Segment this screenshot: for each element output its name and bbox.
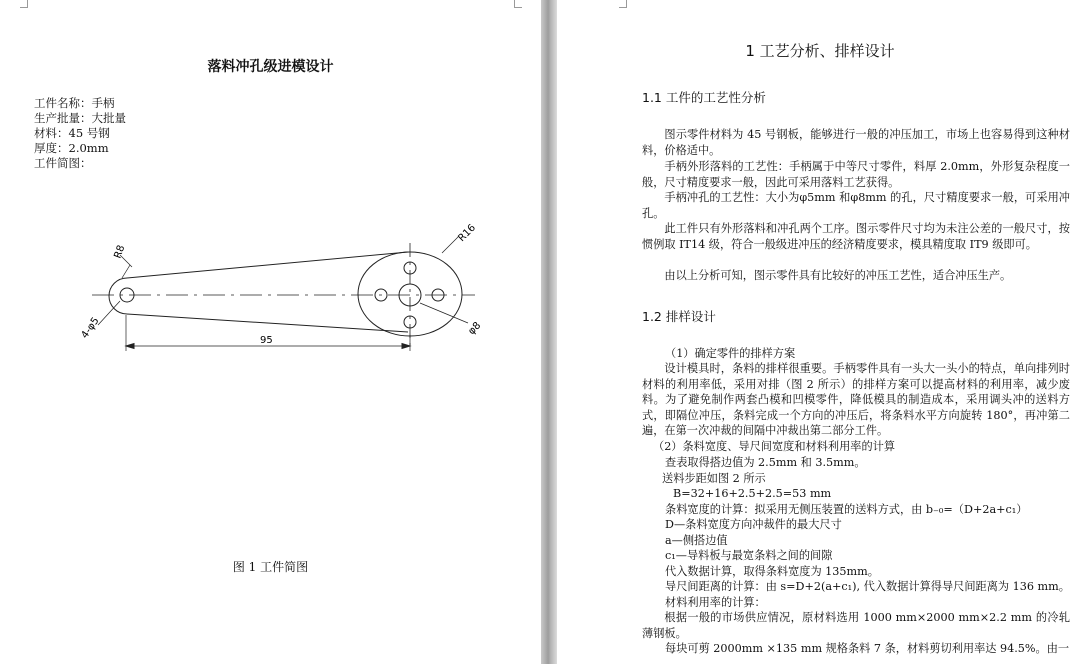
text-line: D—条料宽度方向冲裁件的最大尺寸 (665, 518, 842, 531)
leader-r8 (122, 265, 130, 278)
info-thickness: 厚度：2.0mm (34, 141, 109, 155)
figure-caption: 图 1 工件简图 (232, 560, 309, 574)
info-material: 材料：45 号钢 (34, 126, 110, 140)
dim-label-4phi5: 4-φ5 (79, 315, 102, 341)
paragraph: 由以上分析可知，图示零件具有比较好的冲压工艺性，适合冲压生产。 (664, 269, 1012, 282)
page-corner-mark (20, 0, 28, 8)
paragraph: 根据一般的市场供应情况，原材料选用 1000 mm×2000 mm×2.2 mm 的冷轧薄钢板。 (642, 611, 1070, 640)
formula-line: B=32+16+2.5+2.5=53 mm (673, 487, 832, 500)
info-sketch-label: 工件简图： (34, 156, 92, 170)
text-line: 材料利用率的计算： (665, 596, 766, 609)
info-part-name: 工件名称：手柄 (34, 96, 115, 110)
section-1-1-title: 1.1 工件的工艺性分析 (642, 90, 766, 105)
text-line: 送料步距如图 2 所示 (662, 472, 766, 485)
paragraph: 手柄外形落料的工艺性：手柄属于中等尺寸零件，料厚 2.0mm，外形复杂程度一般，尺寸精度要求一般，因此可采用落料工艺获得。 (642, 160, 1070, 189)
text-line: c₁—导料板与最宽条料之间的间隙 (665, 549, 833, 562)
text-line: 导尺间距离的计算：由 s=D+2(a+c₁), 代入数据计算得导尺间距离为 136 mm。 (665, 580, 1070, 593)
dim-label-r8: R8 (112, 243, 128, 261)
dim-label-95: 95 (260, 335, 273, 346)
document-title: 落料冲孔级进模设计 (207, 59, 334, 75)
paragraph: 图示零件材料为 45 号钢板，能够进行一般的冲压加工，市场上也容易得到这种材料，价格适中。 (642, 128, 1070, 157)
text-line: 条料宽度的计算：拟采用无侧压装置的送料方式，由 b₋₀=（D+2a+c₁） (665, 503, 1028, 516)
paragraph: 此工件只有外形落料和冲孔两个工序。图示零件尺寸均为未注公差的一般尺寸，按惯例取 IT14 级，符合一般级进冲压的经济精度要求，模具精度取 IT9 级即可。 (642, 222, 1070, 251)
text-line: a—侧搭边值 (665, 534, 728, 547)
text-line: 每块可剪 2000mm ×135 mm 规格条料 7 条，材料剪切利用率达 94.5%。由一 (665, 642, 1070, 655)
page-corner-mark (619, 0, 627, 8)
page-corner-mark (514, 0, 522, 8)
subsection-title: （2）条料宽度、导尺间宽度和材料利用率的计算 (653, 440, 896, 453)
section-1-2-title: 1.2 排样设计 (642, 309, 716, 324)
outline-small-end (109, 278, 127, 314)
text-line: 查表取得搭边值为 2.5mm 和 3.5mm。 (665, 456, 866, 469)
leader-phi8 (420, 303, 468, 323)
paragraph: 设计模具时，条料的排样很重要。手柄零件具有一头大一头小的特点，单向排列时材料的利用率低，采用对排（图 2 所示）的排样方案可以提高材料的利用率，减少废料。为了避免制作两套凸模和凹模零件，降低模具的制造成本，采用调头冲的送料方式，即隔位冲压，条料完成一个方向的冲压后，将条料水平方向旋转 180°，再冲第二遍，在第一次冲裁的间隔中冲裁出第二部分工件。 (642, 362, 1070, 438)
right-page (557, 0, 1083, 664)
left-page (0, 0, 541, 664)
chapter-title: 1 工艺分析、排样设计 (745, 42, 895, 60)
leader-r16 (442, 237, 458, 253)
dim-label-phi8: φ8 (466, 320, 484, 338)
leader-phi5 (98, 301, 120, 325)
text-line: 代入数据计算，取得条料宽度为 135mm。 (665, 565, 879, 578)
page-gutter (541, 0, 557, 664)
paragraph: 手柄冲孔的工艺性：大小为φ5mm 和φ8mm 的孔，尺寸精度要求一般，可采用冲孔。 (642, 191, 1070, 220)
subsection-title: （1）确定零件的排样方案 (665, 347, 796, 360)
info-batch: 生产批量：大批量 (34, 111, 126, 125)
dim-label-r16: R16 (456, 222, 479, 245)
outline-top-edge (127, 252, 408, 278)
part-drawing (70, 215, 490, 365)
